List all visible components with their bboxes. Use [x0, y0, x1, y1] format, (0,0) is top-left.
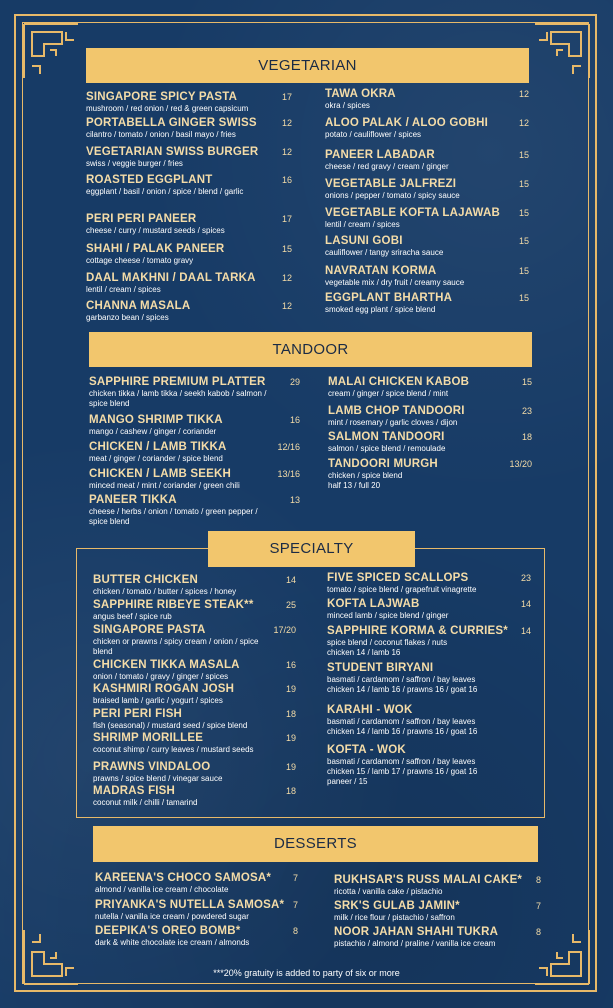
item-name: SHAHI / PALAK PANEER [86, 243, 225, 255]
item-description: cottage cheese / tomato gravy [86, 256, 194, 265]
item-name: RUKHSAR'S RUSS MALAI CAKE* [334, 874, 523, 886]
item-price: 23 [520, 573, 531, 583]
item-price: 14 [285, 575, 296, 585]
item-description: prawns / spice blend / vinegar sauce [93, 774, 223, 783]
item-description: cheese / red gravy / cream / ginger [325, 162, 449, 171]
item-name: CHICKEN / LAMB SEEKH [89, 468, 232, 480]
item-name: NOOR JAHAN SHAHI TUKRA [334, 926, 499, 938]
item-description: minced meat / mint / coriander / green chili [89, 481, 240, 490]
item-price: 12/16 [277, 442, 300, 452]
item-name: SINGAPORE SPICY PASTA [86, 91, 238, 103]
item-price: 14 [520, 599, 531, 609]
item-name: MANGO SHRIMP TIKKA [89, 414, 223, 426]
item-description: cheese / curry / mustard seeds / spices [86, 226, 225, 235]
item-description: braised lamb / garlic / yogurt / spices [93, 696, 223, 705]
item-price: 16 [281, 175, 292, 185]
item-name: VEGETABLE JALFREZI [325, 178, 457, 190]
item-name: PANEER LABADAR [325, 149, 435, 161]
item-description: mint / rosemary / garlic cloves / dijon [328, 418, 458, 427]
item-description: mango / cashew / ginger / coriander [89, 427, 217, 436]
item-description: eggplant / basil / onion / spice / blend / garlic [86, 187, 244, 196]
item-description: garbanzo bean / spices [86, 313, 169, 322]
item-name: PERI PERI PANEER [86, 213, 197, 225]
item-price: 13 [289, 495, 300, 505]
item-description: salmon / spice blend / remoulade [328, 444, 446, 453]
item-price: 16 [285, 660, 296, 670]
item-name: MALAI CHICKEN KABOB [328, 376, 470, 388]
corner-ornament-icon [533, 22, 591, 80]
item-name: PANEER TIKKA [89, 494, 177, 506]
item-description: basmati / cardamom / saffron / bay leaves chicken 15 / lamb 17 / prawns 16 / goat 16 paneer / 15 [327, 757, 478, 786]
item-price: 13/16 [277, 469, 300, 479]
item-description: cilantro / tomato / onion / basil mayo / fries [86, 130, 236, 139]
item-name: TAWA OKRA [325, 88, 396, 100]
item-description: vegetable mix / dry fruit / creamy sauce [325, 278, 465, 287]
item-price: 12 [281, 147, 292, 157]
item-price: 12 [281, 118, 292, 128]
item-description: chicken / tomato / butter / spices / honey [93, 587, 237, 596]
item-description: dark & white chocolate ice cream / almonds [95, 938, 250, 947]
item-name: KAREENA'S CHOCO SAMOSA* [95, 872, 272, 884]
item-description: basmati / cardamom / saffron / bay leaves chicken 14 / lamb 16 / prawns 16 / goat 16 [327, 717, 478, 736]
item-name: ALOO PALAK / ALOO GOBHI [325, 117, 489, 129]
item-price: 18 [521, 432, 532, 442]
item-description: almond / vanilla ice cream / chocolate [95, 885, 229, 894]
item-price: 18 [285, 786, 296, 796]
menu-item [327, 662, 531, 695]
item-description: potato / cauliflower / spices [325, 130, 422, 139]
section-heading-desserts: DESSERTS [93, 826, 538, 862]
item-price: 15 [518, 266, 529, 276]
item-name: LASUNI GOBI [325, 235, 403, 247]
item-description: onion / tomato / gravy / ginger / spices [93, 672, 229, 681]
item-name: LAMB CHOP TANDOORI [328, 405, 465, 417]
item-description: chicken tikka / lamb tikka / seekh kabob / salmon / spice blend [89, 389, 267, 408]
item-name: DEEPIKA'S OREO BOMB* [95, 925, 241, 937]
item-price: 15 [521, 377, 532, 387]
item-name: CHICKEN / LAMB TIKKA [89, 441, 227, 453]
item-description: smoked egg plant / spice blend [325, 305, 436, 314]
item-price: 19 [285, 684, 296, 694]
item-price: 15 [518, 293, 529, 303]
item-price: 12 [518, 89, 529, 99]
item-name: PERI PERI FISH [93, 708, 183, 720]
item-name: SINGAPORE PASTA [93, 624, 206, 636]
section-heading-vegetarian: VEGETARIAN [86, 48, 529, 83]
item-price: 19 [285, 762, 296, 772]
item-name: EGGPLANT BHARTHA [325, 292, 453, 304]
item-description: okra / spices [325, 101, 370, 110]
item-name: SAPPHIRE PREMIUM PLATTER [89, 376, 266, 388]
item-description: swiss / veggie burger / fries [86, 159, 183, 168]
item-description: cheese / herbs / onion / tomato / green pepper / spice blend [89, 507, 258, 526]
item-price: 18 [285, 709, 296, 719]
item-description: cauliflower / tangy sriracha sauce [325, 248, 444, 257]
item-price: 14 [520, 626, 531, 636]
item-price: 8 [535, 927, 541, 937]
item-description: mushroom / red onion / red & green capsicum [86, 104, 249, 113]
item-name: ROASTED EGGPLANT [86, 174, 213, 186]
item-name: SAPPHIRE RIBEYE STEAK** [93, 599, 254, 611]
item-price: 12 [281, 273, 292, 283]
corner-ornament-icon [22, 22, 80, 80]
item-description: tomato / spice blend / grapefruit vinagrette [327, 585, 477, 594]
item-price: 17 [281, 214, 292, 224]
item-price: 7 [535, 901, 541, 911]
item-price: 12 [281, 301, 292, 311]
section-heading-specialty: SPECIALTY [208, 531, 415, 567]
section-heading-tandoor: TANDOOR [89, 332, 532, 367]
item-name: PRAWNS VINDALOO [93, 761, 211, 773]
item-price: 19 [285, 733, 296, 743]
item-description: chicken / spice blend half 13 / full 20 [328, 471, 403, 490]
item-price: 15 [518, 179, 529, 189]
item-price: 7 [292, 873, 298, 883]
gratuity-note: ***20% gratuity is added to party of six or more [213, 968, 400, 978]
item-name: DAAL MAKHNI / DAAL TARKA [86, 272, 256, 284]
item-name: VEGETABLE KOFTA LAJAWAB [325, 207, 500, 219]
item-description: meat / ginger / coriander / spice blend [89, 454, 223, 463]
item-name: KASHMIRI ROGAN JOSH [93, 683, 235, 695]
item-description: pistachio / almond / praline / vanilla ice cream [334, 939, 496, 948]
item-name: KOFTA - WOK [327, 744, 406, 756]
item-price: 15 [518, 208, 529, 218]
item-name: CHANNA MASALA [86, 300, 191, 312]
item-name: KARAHI - WOK [327, 704, 413, 716]
item-price: 7 [292, 900, 298, 910]
item-description: lentil / cream / spices [86, 285, 161, 294]
item-name: SRK'S GULAB JAMIN* [334, 900, 460, 912]
item-price: 29 [289, 377, 300, 387]
item-price: 17/20 [273, 625, 296, 635]
item-description: coconut shimp / curry leaves / mustard seeds [93, 745, 254, 754]
item-name: FIVE SPICED SCALLOPS [327, 572, 469, 584]
item-description: basmati / cardamom / saffron / bay leaves chicken 14 / lamb 16 / prawns 16 / goat 16 [327, 675, 478, 694]
item-name: STUDENT BIRYANI [327, 662, 434, 674]
item-name: SHRIMP MORILLEE [93, 732, 204, 744]
item-description: chicken or prawns / spicy cream / onion / spice blend [93, 637, 259, 656]
item-description: angus beef / spice rub [93, 612, 172, 621]
item-price: 16 [289, 415, 300, 425]
item-name: MADRAS FISH [93, 785, 176, 797]
item-name: SALMON TANDOORI [328, 431, 445, 443]
item-description: nutella / vanilla ice cream / powdered sugar [95, 912, 249, 921]
item-description: minced lamb / spice blend / ginger [327, 611, 449, 620]
item-name: KOFTA LAJWAB [327, 598, 420, 610]
item-price: 25 [285, 600, 296, 610]
item-description: ricotta / vanilla cake / pistachio [334, 887, 443, 896]
menu-item [327, 744, 531, 787]
item-name: PRIYANKA'S NUTELLA SAMOSA* [95, 899, 285, 911]
item-description: milk / rice flour / pistachio / saffron [334, 913, 455, 922]
item-price: 15 [281, 244, 292, 254]
item-price: 15 [518, 236, 529, 246]
item-price: 23 [521, 406, 532, 416]
item-name: CHICKEN TIKKA MASALA [93, 659, 240, 671]
item-name: BUTTER CHICKEN [93, 574, 199, 586]
item-price: 8 [535, 875, 541, 885]
item-description: fish (seasonal) / mustard seed / spice blend [93, 721, 248, 730]
item-price: 8 [292, 926, 298, 936]
item-description: coconut milk / chilli / tamarind [93, 798, 198, 807]
item-name: TANDOORI MURGH [328, 458, 438, 470]
item-name: NAVRATAN KORMA [325, 265, 437, 277]
item-price: 15 [518, 150, 529, 160]
menu-item [327, 704, 531, 737]
item-description: onions / pepper / tomato / spicy sauce [325, 191, 460, 200]
item-name: VEGETARIAN SWISS BURGER [86, 146, 259, 158]
item-price: 12 [518, 118, 529, 128]
item-description: lentil / cream / spices [325, 220, 400, 229]
item-price: 17 [281, 92, 292, 102]
item-name: PORTABELLA GINGER SWISS [86, 117, 257, 129]
item-price: 13/20 [509, 459, 532, 469]
item-description: spice blend / coconut flakes / nuts chicken 14 / lamb 16 [327, 638, 448, 657]
item-name: SAPPHIRE KORMA & CURRIES* [327, 625, 508, 637]
item-description: cream / ginger / spice blend / mint [328, 389, 449, 398]
